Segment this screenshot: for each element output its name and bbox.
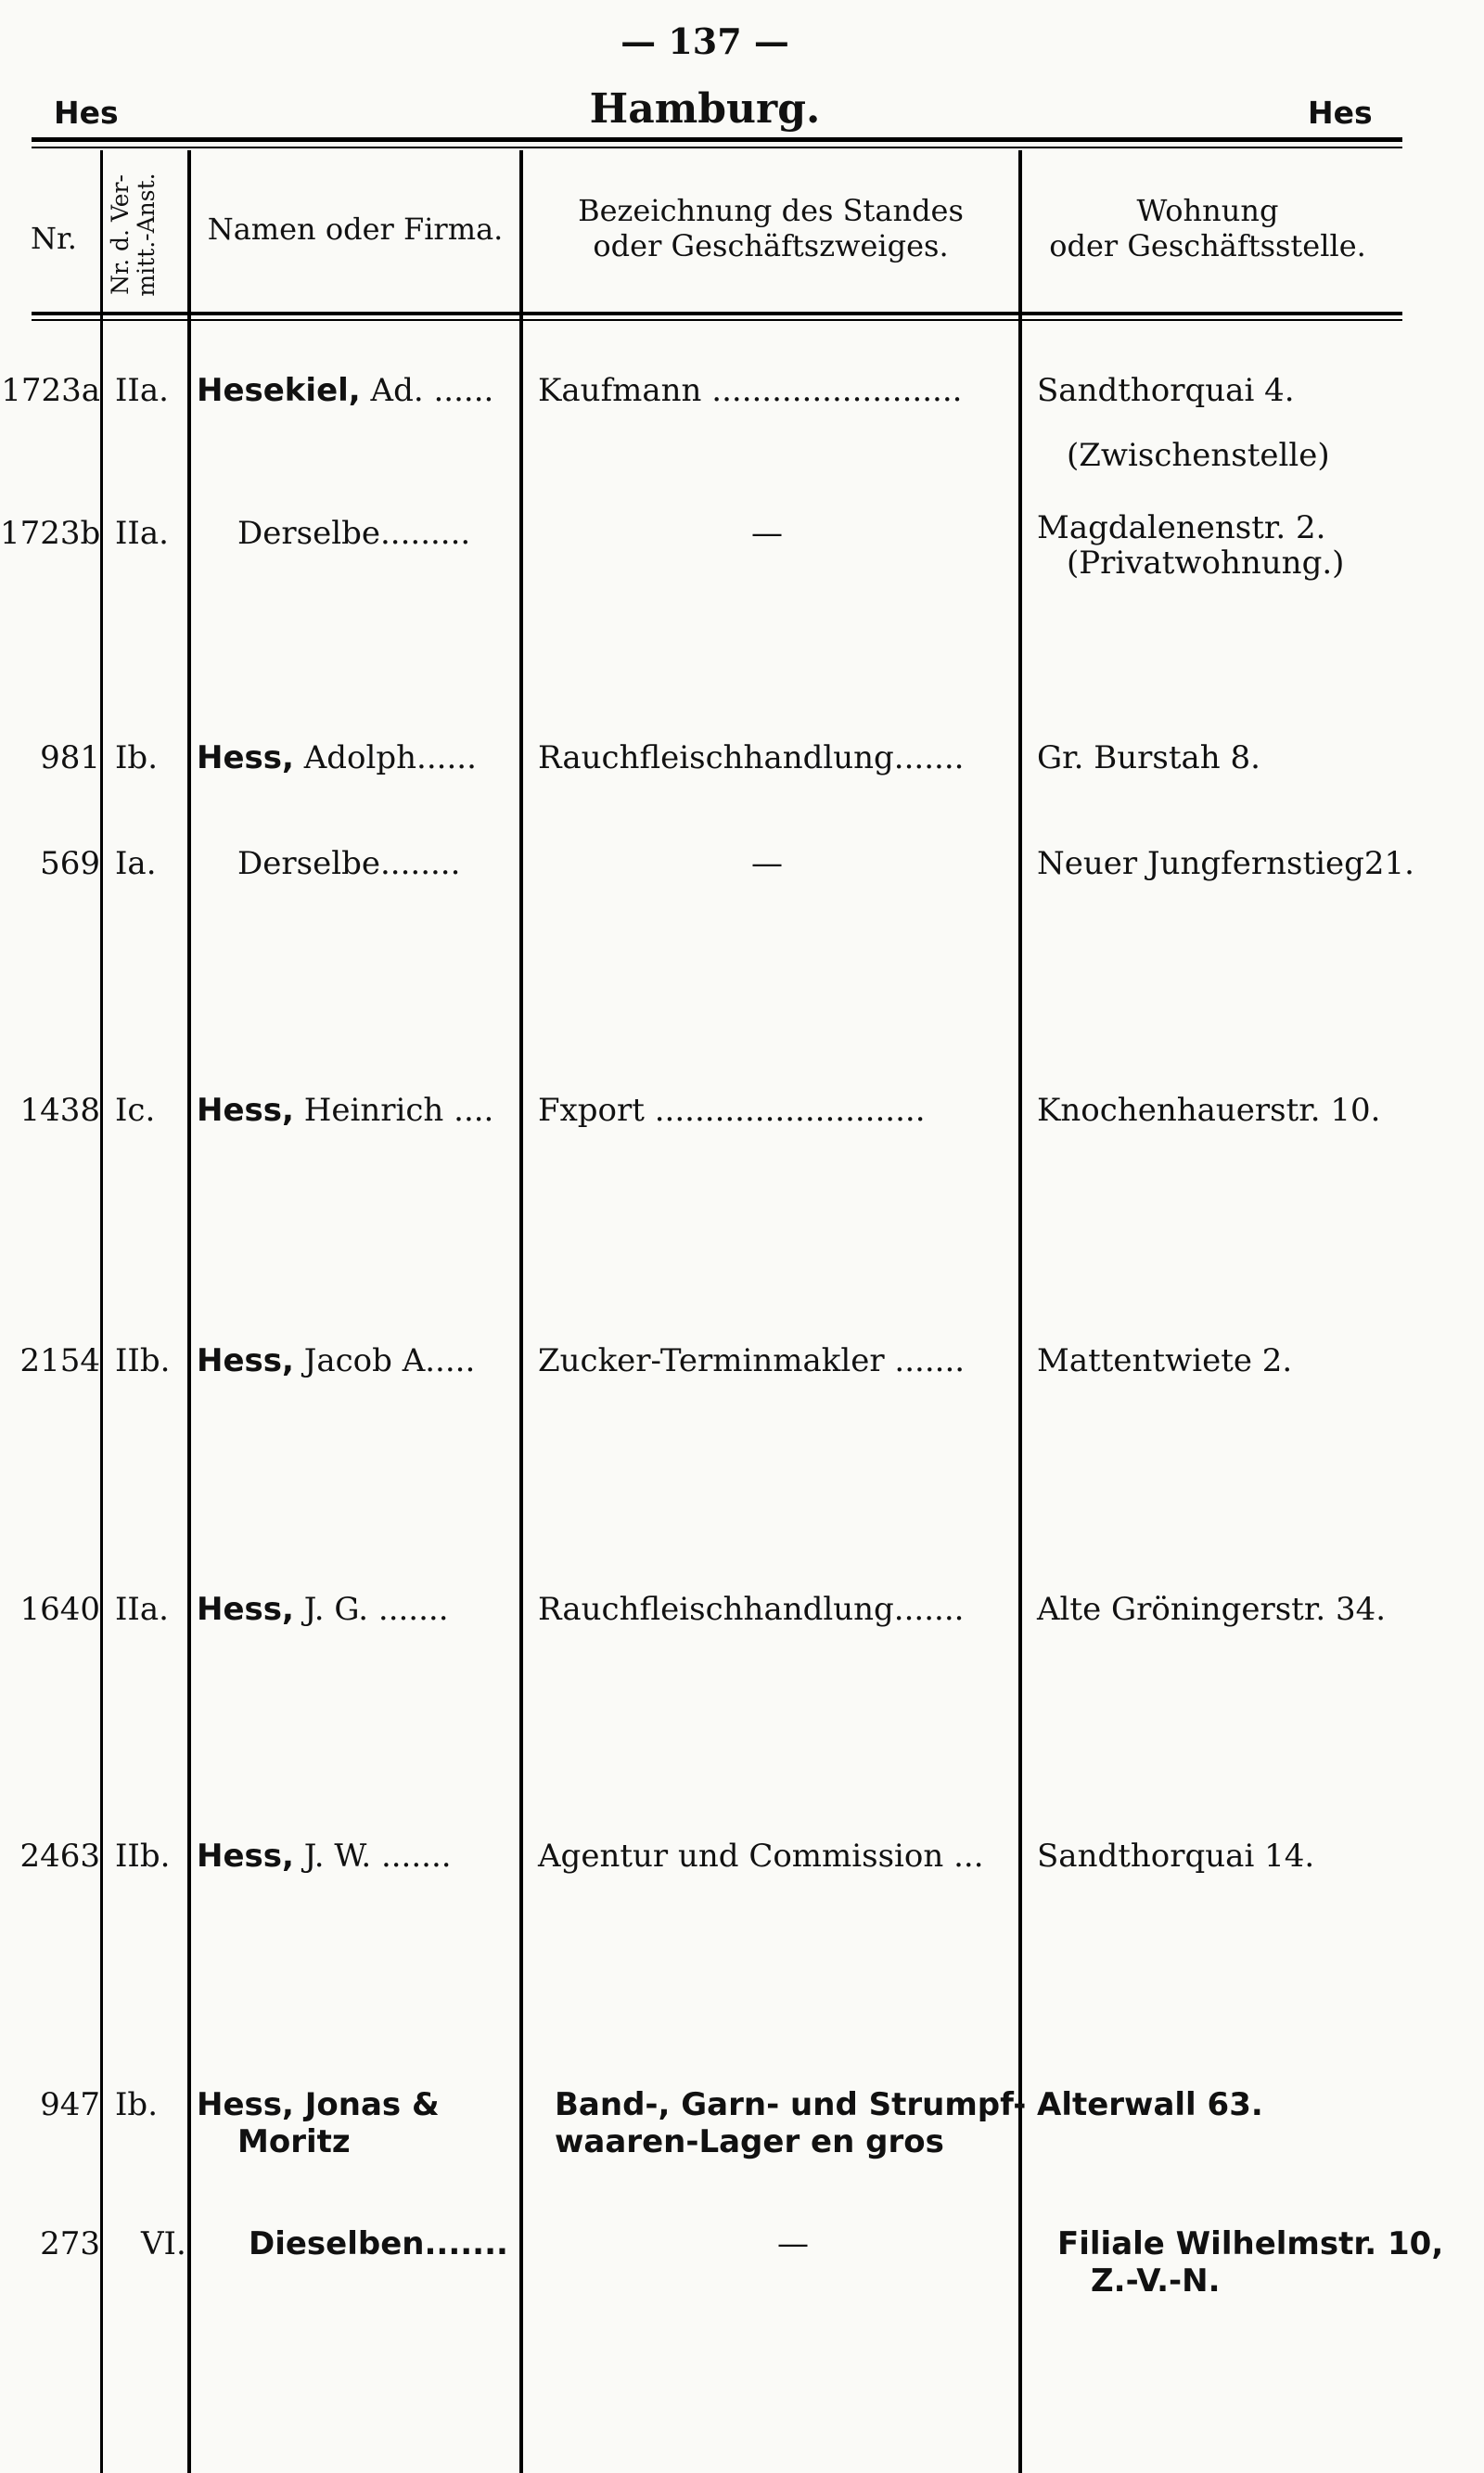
running-head-right: Hes [1308, 95, 1373, 131]
row-name [197, 1592, 518, 1627]
row-nr: 273 [40, 2225, 100, 2262]
row-wohnung: Alterwall 63. [1037, 2086, 1263, 2123]
header-vermitt-line1: Nr. d. Ver- [107, 174, 134, 295]
row-nr: 1723a [1, 372, 100, 409]
row-name-rest: Adolph...... [293, 739, 477, 776]
row-vermitt: Ic. [115, 1092, 156, 1129]
top-rule-thin [32, 147, 1402, 148]
row-nr: 2154 [19, 1342, 100, 1379]
row-stand: Fxport ........................... [538, 1092, 926, 1129]
row-name [237, 516, 558, 551]
row-name-bold: Hess, [197, 1092, 294, 1129]
row-wohnung: Filiale Wilhelmstr. 10, [1057, 2225, 1444, 2262]
row-wohnung: Alte Gröningerstr. 34. [1037, 1591, 1387, 1628]
row-nr: 947 [40, 2086, 100, 2123]
row-name-rest: Ad. ...... [360, 372, 494, 409]
row-stand: Kaufmann ......................... [538, 372, 963, 409]
row-name [197, 740, 518, 775]
row-name-rest: Heinrich .... [293, 1092, 494, 1129]
page-number: — 137 — [620, 20, 789, 62]
header-stand-line2: oder Geschäftszweiges. [593, 228, 949, 263]
row-vermitt: Ib. [115, 2086, 159, 2123]
row-nr: 2463 [19, 1838, 100, 1875]
row-name [197, 2087, 518, 2122]
row-stand-line2: waaren-Lager en gros [555, 2123, 944, 2160]
row-vermitt: IIb. [115, 1342, 171, 1379]
header-nr: Nr. [31, 221, 77, 256]
row-name [197, 1839, 518, 1874]
row-stand: Agentur und Commission ... [538, 1838, 984, 1875]
column-divider-2 [187, 150, 191, 2473]
row-nr: 1723b [0, 515, 101, 552]
row-stand-dash: — [777, 2225, 809, 2262]
row-nr: 1640 [19, 1591, 100, 1628]
row-name-bold: Hess, [197, 1591, 294, 1628]
row-wohnung-line2: Z.-V.-N. [1091, 2262, 1221, 2300]
row-name [197, 373, 518, 408]
row-stand: Rauchfleischhandlung....... [538, 1591, 965, 1628]
row-stand: Band-, Garn- und Strumpf- [555, 2086, 1027, 2123]
row-wohnung: Magdalenenstr. 2. [1037, 509, 1326, 546]
row-stand-dash: — [751, 845, 783, 882]
row-name-bold: Hess, [197, 2086, 294, 2123]
row-name [197, 1343, 518, 1378]
header-wohnung-line1: Wohnung [1136, 193, 1279, 228]
row-name-bold: Hess, [197, 1838, 294, 1875]
header-rule-1 [32, 312, 1402, 315]
row-name [249, 2226, 569, 2262]
row-name-rest: Derselbe......... [237, 515, 471, 552]
header-vermitt [108, 156, 182, 314]
header-stand-line1: Bezeichnung des Standes [578, 193, 964, 228]
column-divider-1 [100, 150, 103, 2473]
row-wohnung-line2: (Zwischenstelle) [1067, 437, 1330, 474]
row-name-bold: Hess, [197, 739, 294, 776]
row-name-bold: Hesekiel, [197, 372, 361, 409]
running-head-left: Hes [54, 95, 119, 131]
row-vermitt: Ib. [115, 739, 159, 776]
row-name [237, 846, 558, 881]
row-stand: Rauchfleischhandlung....... [538, 739, 965, 776]
row-name-rest: Dieselben....... [249, 2225, 508, 2262]
row-wohnung: Gr. Burstah 8. [1037, 739, 1260, 776]
header-wohnung-line2: oder Geschäftsstelle. [1049, 228, 1366, 263]
header-vermitt-line2: mitt.-Anst. [133, 173, 160, 297]
header-name: Namen oder Firma. [207, 211, 504, 247]
row-vermitt: IIb. [115, 1838, 171, 1875]
city-title: Hamburg. [589, 85, 821, 133]
header-wohnung [1022, 193, 1393, 263]
row-stand: Zucker-Terminmakler ....... [538, 1342, 966, 1379]
row-wohnung: Neuer Jungfernstieg21. [1037, 845, 1414, 882]
row-stand-dash: — [751, 515, 783, 552]
row-wohnung: Sandthorquai 14. [1037, 1838, 1315, 1875]
header-stand [523, 193, 1018, 263]
row-name-rest: J. G. ....... [293, 1591, 449, 1628]
row-nr: 1438 [19, 1092, 100, 1129]
row-vermitt: IIa. [115, 372, 169, 409]
row-vermitt: IIa. [115, 1591, 169, 1628]
row-wohnung-line2: (Privatwohnung.) [1067, 545, 1345, 582]
row-name-rest: Derselbe........ [237, 845, 461, 882]
row-name-line2: Moritz [237, 2123, 351, 2160]
row-nr: 569 [40, 845, 100, 882]
row-name [197, 1093, 518, 1128]
row-name-bold: Hess, [197, 1342, 294, 1379]
top-rule-thick [32, 137, 1402, 142]
row-wohnung: Knochenhauerstr. 10. [1037, 1092, 1381, 1129]
header-rule-2 [32, 319, 1402, 321]
row-name-rest: Jonas & [293, 2086, 440, 2123]
row-name-rest: J. W. ....... [293, 1838, 452, 1875]
row-vermitt: IIa. [115, 515, 169, 552]
row-wohnung: Sandthorquai 4. [1037, 372, 1295, 409]
row-nr: 981 [40, 739, 100, 776]
row-wohnung: Mattentwiete 2. [1037, 1342, 1293, 1379]
row-vermitt: VI. [141, 2225, 186, 2262]
row-vermitt: Ia. [115, 845, 157, 882]
row-name-rest: Jacob A..... [293, 1342, 476, 1379]
